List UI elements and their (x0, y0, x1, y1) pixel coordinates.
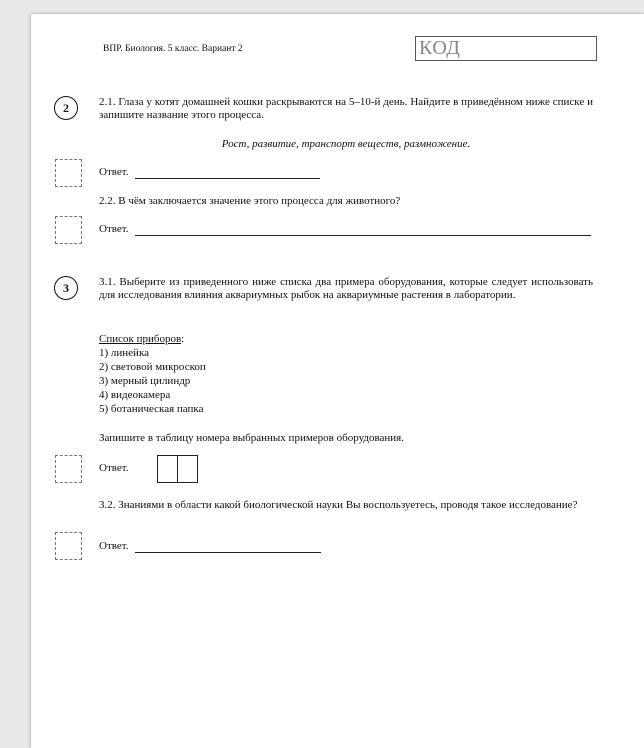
task-number-badge: 2 (54, 96, 78, 120)
instrument-list (99, 332, 399, 416)
worksheet-page (31, 14, 644, 748)
answer-line-3-2[interactable] (135, 542, 321, 553)
question-3-2-text: 3.2. Знаниями в области какой биологической науки Вы воспользуетесь, проводя такое исследование? (99, 499, 578, 511)
list-item: 5) ботаническая папка (99, 403, 204, 415)
answer-label: Ответ. (99, 540, 129, 552)
answer-cell-2[interactable] (178, 455, 198, 483)
list-item: 2) световой микроскоп (99, 361, 206, 373)
answer-cell-1[interactable] (157, 455, 178, 483)
score-box (55, 159, 82, 187)
list-heading: Список приборов: (99, 333, 185, 345)
answer-options: Рост, развитие, транспорт веществ, размножение. (221, 138, 471, 150)
answer-line-2-1[interactable] (135, 168, 320, 179)
answer-label: Ответ. (99, 462, 129, 474)
table-instruction: Запишите в таблицу номера выбранных примеров оборудования. (99, 432, 404, 444)
list-item: 3) мерный цилиндр (99, 375, 191, 387)
answer-line-2-2[interactable] (135, 225, 591, 236)
score-box (55, 216, 82, 244)
code-field[interactable] (415, 36, 597, 61)
header-title: ВПР. Биология. 5 класс. Вариант 2 (103, 44, 243, 54)
answer-table (157, 455, 198, 483)
question-2-1-text: 2.1. Глаза у котят домашней кошки раскрываются на 5–10-й день. Найдите в приведённом ниже списке и запишите название этого процесса. (99, 96, 593, 121)
score-box (55, 455, 82, 483)
list-item: 1) линейка (99, 347, 150, 359)
task-number-badge: 3 (54, 276, 78, 300)
answer-label: Ответ. (99, 223, 129, 235)
code-label: КОД (419, 37, 461, 59)
score-box (55, 532, 82, 560)
list-item: 4) видеокамера (99, 389, 171, 401)
question-2-2-text: 2.2. В чём заключается значение этого процесса для животного? (99, 195, 401, 207)
question-3-1-text: 3.1. Выберите из приведенного ниже списка два примера оборудования, которые следует использовать для исследования влияния аквариумных рыбок на аквариумные растения в лаборатории. (99, 276, 593, 301)
answer-label: Ответ. (99, 166, 129, 178)
